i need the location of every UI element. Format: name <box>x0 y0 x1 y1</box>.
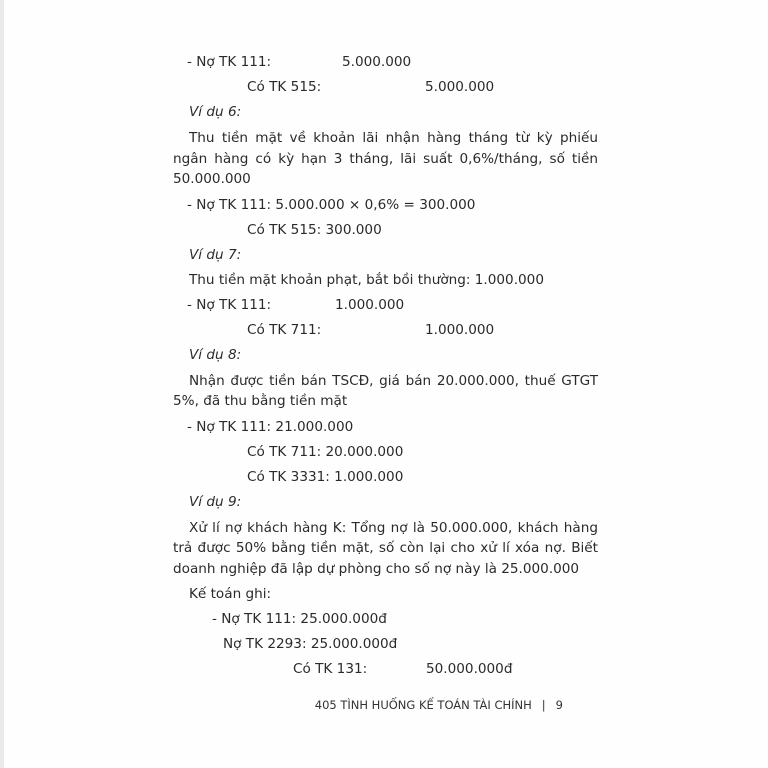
example-9-intro-row <box>0 585 768 603</box>
entry-row <box>0 296 768 314</box>
credit-amount: 5.000.000 <box>425 79 495 95</box>
debit-label: - Nợ TK 111: <box>187 54 272 70</box>
running-footer-title: 405 TÌNH HUỐNG KẾ TOÁN TÀI CHÍNH <box>314 698 532 712</box>
example-6-text: Thu tiền mặt về khoản lãi nhận hàng tháng từ kỳ phiếu ngân hàng có kỳ hạn 3 tháng, lãi suất 0,6%/tháng, số tiền 50.000.000 <box>173 130 598 187</box>
entry-row <box>0 321 768 339</box>
example-6-title: Ví dụ 6: <box>189 104 242 120</box>
example-8-debit: - Nợ TK 111: 21.000.000 <box>187 418 354 435</box>
example-7-title: Ví dụ 7: <box>189 246 242 263</box>
entry-row <box>0 418 768 436</box>
example-7-credit-amount: 1.000.000 <box>425 321 495 338</box>
footer-separator: | <box>541 698 546 712</box>
example-6-credit: Có TK 515: 300.000 <box>247 221 382 238</box>
example-8-credit-1: Có TK 711: 20.000.000 <box>247 443 404 460</box>
entry-row <box>0 196 768 214</box>
example-7-debit-label: - Nợ TK 111: <box>187 296 272 313</box>
entry-row <box>0 221 768 239</box>
debit-amount: 5.000.000 <box>342 54 412 70</box>
example-7-text: Thu tiền mặt khoản phạt, bắt bồi thường: 1.000.000 <box>189 271 544 288</box>
entry-row <box>0 635 768 653</box>
example-9-debit-1: - Nợ TK 111: 25.000.000đ <box>212 611 387 627</box>
entry-row <box>0 443 768 461</box>
page-body <box>0 53 768 685</box>
entry-row <box>0 660 768 678</box>
entry-row <box>0 610 768 628</box>
example-9-debit-2: Nợ TK 2293: 25.000.000đ <box>223 636 398 652</box>
example-9-title-row <box>0 493 768 511</box>
example-7-title-row <box>0 246 768 264</box>
entry-row <box>0 78 768 96</box>
example-8-text: Nhận được tiền bán TSCĐ, giá bán 20.000.000, thuế GTGT 5%, đã thu bằng tiền mặt <box>173 372 598 409</box>
example-8-title: Ví dụ 8: <box>189 346 242 363</box>
example-9-credit-amount: 50.000.000đ <box>426 661 513 677</box>
entry-row <box>0 468 768 486</box>
running-footer <box>315 697 563 713</box>
example-6-debit: - Nợ TK 111: 5.000.000 × 0,6% = 300.000 <box>187 196 476 213</box>
entry-row <box>0 53 768 71</box>
example-6-title-row <box>0 103 768 121</box>
example-9-intro: Kế toán ghi: <box>189 586 272 602</box>
example-7-text-row <box>0 271 768 289</box>
example-9-credit-label: Có TK 131: <box>293 661 368 677</box>
example-9-title: Ví dụ 9: <box>189 493 242 510</box>
example-7-debit-amount: 1.000.000 <box>335 296 405 313</box>
credit-label: Có TK 515: <box>247 79 322 95</box>
example-8-title-row <box>0 346 768 364</box>
page-number: 9 <box>555 698 563 712</box>
example-8-credit-2: Có TK 3331: 1.000.000 <box>247 468 404 485</box>
example-7-credit-label: Có TK 711: <box>247 321 322 338</box>
example-9-text: Xử lí nợ khách hàng K: Tổng nợ là 50.000.000, khách hàng trả được 50% bằng tiền mặt, số còn lại cho xử lí xóa nợ. Biết doanh nghiệp đã lập dự phòng cho số nợ này là 25.000.000 <box>173 519 598 577</box>
